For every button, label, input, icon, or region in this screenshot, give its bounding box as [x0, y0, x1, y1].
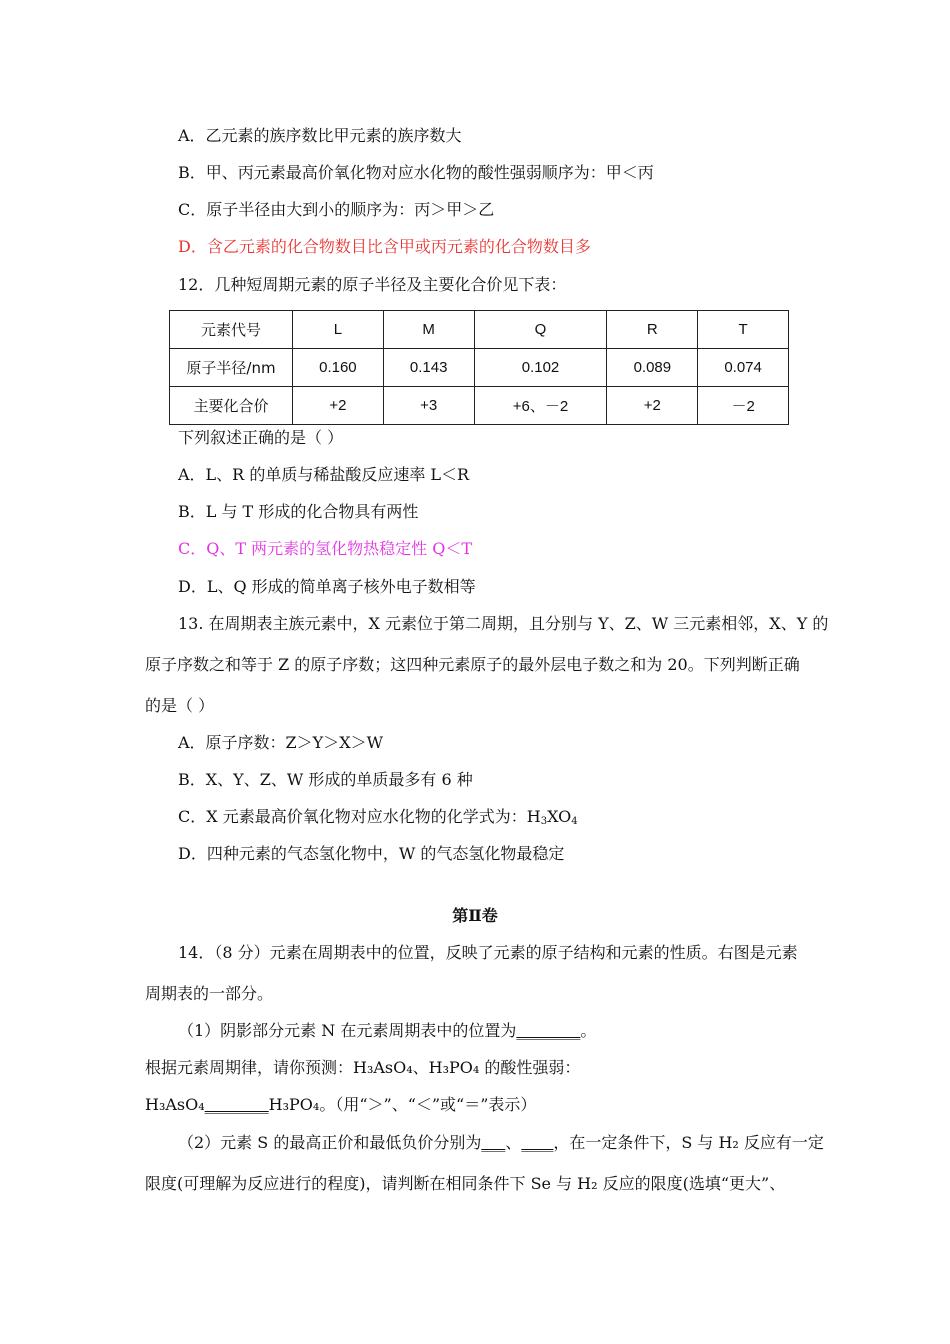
q13-option-a: A．原子序数：Z＞Y＞X＞W — [178, 733, 384, 752]
q13-stem-line-1: 13. 在周期表主族元素中，X 元素位于第二周期，且分别与 Y、Z、W 三元素相邻，X、Y 的 — [178, 614, 829, 633]
q13-option-d: D．四种元素的气态氢化物中，W 的气态氢化物最稳定 — [178, 844, 565, 863]
table-cell: 0.160 — [293, 349, 384, 387]
table-cell: 0.143 — [383, 349, 474, 387]
table-row-label: 主要化合价 — [170, 387, 293, 425]
q14-part1-text: （1）阴影部分元素 N 在元素周期表中的位置为 — [178, 1021, 517, 1040]
table-cell: R — [607, 311, 698, 349]
q14-part1-end: 。 — [580, 1021, 597, 1040]
q14-stem-line-1: 14．（8 分）元素在周期表中的位置，反映了元素的原子结构和元素的性质。右图是元素 — [178, 943, 798, 962]
q13-option-c — [178, 807, 578, 827]
q13-option-c-text: C．X 元素最高价氧化物对应水化物的化学式为： — [178, 807, 527, 826]
table-cell: M — [383, 311, 474, 349]
q11-option-b: B．甲、丙元素最高价氧化物对应水化物的酸性强弱顺序为：甲＜丙 — [178, 163, 654, 182]
answer-blank[interactable]: ________ — [204, 1095, 269, 1114]
formula-subscript: 3 — [540, 816, 548, 827]
formula-xo: XO — [547, 807, 572, 826]
q12-option-c-answer: C．Q、T 两元素的氢化物热稳定性 Q＜T — [178, 539, 472, 558]
table-cell: +2 — [293, 387, 384, 425]
formula-subscript: 4 — [571, 816, 578, 827]
q14-part2-line-1 — [178, 1133, 824, 1153]
element-data-table — [169, 310, 789, 425]
formula-h3aso4: H₃AsO₄ — [145, 1095, 205, 1114]
table-cell: 0.074 — [698, 349, 789, 387]
q14-part1-line-3-rest: H₃PO₄。（用“＞”、“＜”或“＝”表示） — [268, 1095, 537, 1114]
q13-option-b: B．X、Y、Z、W 形成的单质最多有 6 种 — [178, 770, 473, 789]
q11-option-d-answer: D．含乙元素的化合物数目比含甲或丙元素的化合物数目多 — [178, 237, 591, 256]
answer-blank[interactable]: ________ — [516, 1021, 581, 1040]
q12-option-b: B．L 与 T 形成的化合物具有两性 — [178, 502, 419, 521]
q14-part2-text: （2）元素 S 的最高正价和最低负价分别为 — [178, 1133, 482, 1152]
table-cell: +3 — [383, 387, 474, 425]
q13-stem-line-2: 原子序数之和等于 Z 的原子序数；这四种元素原子的最外层电子数之和为 20。下列判断正确 — [145, 655, 800, 674]
q11-option-c: C．原子半径由大到小的顺序为：丙＞甲＞乙 — [178, 200, 495, 219]
formula-h: H — [526, 807, 541, 826]
separator: 、 — [505, 1133, 522, 1152]
table-cell: +2 — [607, 387, 698, 425]
q11-option-a: A．乙元素的族序数比甲元素的族序数大 — [178, 126, 462, 145]
table-cell: T — [698, 311, 789, 349]
table-cell: +6、－2 — [474, 387, 607, 425]
table-cell: L — [293, 311, 384, 349]
q14-part2-text-rest: ，在一定条件下，S 与 H₂ 反应有一定 — [553, 1133, 824, 1152]
q14-part1-line-1 — [178, 1021, 596, 1041]
q12-option-a: A．L、R 的单质与稀盐酸反应速率 L＜R — [178, 465, 470, 484]
table-cell: Q — [474, 311, 607, 349]
table-row-label: 原子半径/nm — [170, 349, 293, 387]
q14-part1-line-3 — [145, 1095, 536, 1115]
table-row-valences — [170, 387, 789, 425]
section-title: 第Ⅱ卷 — [452, 906, 498, 925]
q12-question: 下列叙述正确的是（ ） — [178, 428, 344, 447]
table-cell: －2 — [698, 387, 789, 425]
table-cell: 0.102 — [474, 349, 607, 387]
answer-blank[interactable]: ____ — [521, 1133, 554, 1152]
q12-option-d: D．L、Q 形成的简单离子核外电子数相等 — [178, 577, 476, 596]
q13-stem-line-3: 的是（ ） — [145, 696, 215, 715]
table-row-radii — [170, 349, 789, 387]
q12-stem: 12．几种短周期元素的原子半径及主要化合价见下表： — [178, 275, 567, 294]
q14-part1-line-2: 根据元素周期律，请你预测：H₃AsO₄、H₃PO₄ 的酸性强弱： — [145, 1058, 581, 1077]
table-row-codes — [170, 311, 789, 349]
table-row-label: 元素代号 — [170, 311, 293, 349]
answer-blank[interactable]: ___ — [481, 1133, 506, 1152]
q14-stem-line-2: 周期表的一部分。 — [145, 984, 274, 1003]
q14-part2-line-2: 限度(可理解为反应进行的程度)，请判断在相同条件下 Se 与 H₂ 反应的限度(选填“更大”、 — [145, 1174, 786, 1193]
table-cell: 0.089 — [607, 349, 698, 387]
